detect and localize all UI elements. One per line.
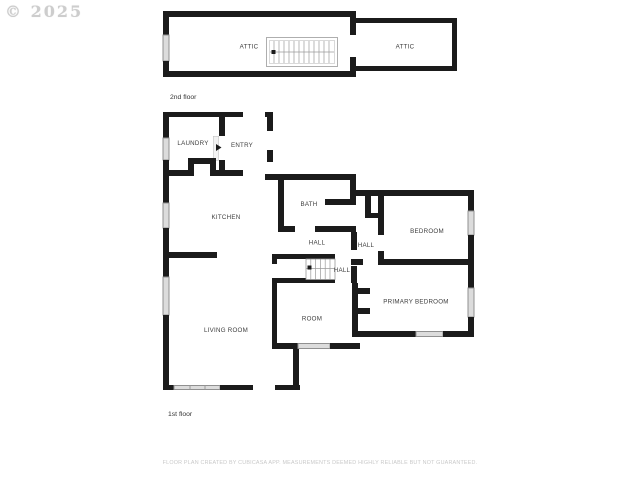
wall xyxy=(265,174,356,180)
second-floor-label: 2nd floor xyxy=(170,94,197,101)
wall xyxy=(352,283,358,337)
wall xyxy=(163,315,169,385)
room-label-attic-right: ATTIC xyxy=(395,43,415,51)
stair-direction-dot xyxy=(308,266,312,270)
wall xyxy=(352,331,416,337)
room-label-hall-a: HALL xyxy=(308,239,326,247)
first-floor-plan xyxy=(163,112,474,390)
copyright-watermark: © 2025 xyxy=(5,2,84,21)
window xyxy=(163,277,169,315)
wall xyxy=(163,17,169,35)
wall xyxy=(272,254,277,264)
wall xyxy=(468,235,474,288)
wall xyxy=(350,57,356,71)
wall xyxy=(278,226,295,232)
wall xyxy=(443,331,474,337)
room-label-bath: BATH xyxy=(300,201,318,208)
wall xyxy=(358,308,370,314)
room-label-bedroom: BEDROOM xyxy=(410,228,444,235)
wall xyxy=(350,174,356,205)
wall xyxy=(351,259,363,265)
wall xyxy=(358,288,370,294)
wall xyxy=(350,17,356,35)
wall xyxy=(163,385,174,390)
wall xyxy=(315,226,356,232)
attic-staircase xyxy=(267,38,338,67)
wall xyxy=(272,283,277,349)
room-label-kitchen: KITCHEN xyxy=(211,214,241,221)
wall xyxy=(210,170,243,176)
wall xyxy=(378,196,384,235)
wall xyxy=(381,259,468,265)
room-label-room: ROOM xyxy=(301,315,323,323)
first-floor-staircase xyxy=(306,259,335,280)
wall xyxy=(378,251,384,265)
wall xyxy=(272,343,298,349)
stair-direction-dot xyxy=(272,50,276,54)
disclaimer-text: FLOOR PLAN CREATED BY CUBICASA APP. MEASUREMENTS DEEMED HIGHLY RELIABLE BUT NOT GUARANTEED. xyxy=(162,460,478,466)
room-label-primary-bedroom: PRIMARY BEDROOM xyxy=(383,298,449,306)
window xyxy=(468,288,474,317)
wall xyxy=(468,196,474,211)
room-label-laundry: LAUNDRY xyxy=(177,140,209,147)
wall xyxy=(356,18,457,23)
wall xyxy=(163,11,356,17)
wall xyxy=(452,23,457,66)
wall xyxy=(356,66,457,71)
room-label-hall-b: HALL xyxy=(357,242,375,249)
window xyxy=(416,332,443,337)
wall xyxy=(293,349,299,390)
wall xyxy=(330,343,360,349)
window xyxy=(163,203,169,228)
room-label-entry: ENTRY xyxy=(230,142,254,149)
wall xyxy=(272,254,335,259)
wall xyxy=(356,190,474,196)
wall xyxy=(163,112,243,117)
wall xyxy=(163,117,169,138)
window xyxy=(174,386,220,390)
window xyxy=(163,138,169,160)
wall xyxy=(267,117,273,131)
room-label-living-room: LIVING ROOM xyxy=(203,327,249,334)
wall xyxy=(267,150,273,162)
wall xyxy=(265,112,273,117)
wall xyxy=(278,180,284,232)
wall xyxy=(351,266,357,283)
wall xyxy=(163,61,169,71)
first-floor-label: 1st floor xyxy=(168,411,193,418)
wall xyxy=(365,213,378,218)
room-label-attic-left: ATTIC xyxy=(239,43,259,51)
wall xyxy=(220,385,253,390)
wall xyxy=(163,71,356,77)
wall xyxy=(219,117,225,136)
wall xyxy=(166,252,217,258)
window xyxy=(163,35,169,61)
wall xyxy=(163,160,169,203)
room-label-hall-c: HALL xyxy=(333,267,351,274)
window xyxy=(468,211,474,235)
wall xyxy=(351,232,357,250)
window xyxy=(298,344,330,349)
